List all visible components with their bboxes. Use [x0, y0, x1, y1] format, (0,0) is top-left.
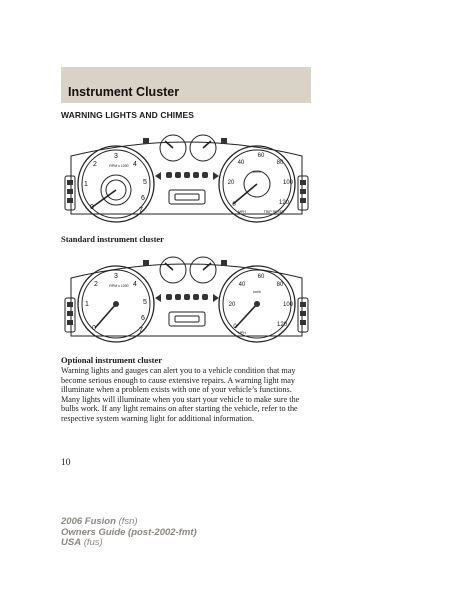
- warning-lamp-icon: [300, 189, 306, 194]
- warning-lamp-icon: [67, 198, 73, 203]
- footer-line-1: [61, 517, 197, 528]
- tach-tick: 0: [90, 204, 94, 211]
- speed-tick: 120: [278, 200, 290, 206]
- odometer-window: [175, 316, 199, 322]
- speed-tick: 40: [238, 282, 246, 288]
- odometer-display: [169, 190, 205, 204]
- tach-tick: 2: [93, 161, 97, 168]
- tach-unit-label: RPM x 1000: [109, 284, 129, 288]
- indicator-icon: [184, 294, 190, 300]
- warning-lamp-icon: [300, 198, 306, 203]
- tach-tick: 0: [92, 325, 96, 332]
- speed-tick: 0: [233, 324, 237, 330]
- footer-model: 2006 Fusion: [61, 516, 116, 527]
- footer-market-code: (fus): [83, 537, 103, 548]
- seatbelt-icon: [221, 260, 227, 266]
- page-title: Instrument Cluster: [68, 85, 180, 99]
- indicator-icon: [202, 172, 208, 178]
- fuel-door-icon: [143, 138, 149, 144]
- indicator-icon: [193, 294, 199, 300]
- footer-market: USA: [61, 537, 82, 548]
- tach-tick: 4: [133, 161, 137, 168]
- warning-lamp-icon: [67, 320, 73, 325]
- tach-tick: 6: [141, 195, 145, 202]
- tach-tick: 6: [141, 315, 145, 322]
- tach-tick: 7: [139, 207, 143, 214]
- footer-line-3: [61, 538, 197, 549]
- speed-unit-label: MPH: [238, 331, 246, 335]
- footer-guide: Owners Guide (post-2002-fmt): [61, 526, 197, 538]
- speed-tick: 100: [282, 302, 294, 308]
- fuel-door-icon: [143, 260, 149, 266]
- tach-tick: 3: [114, 273, 118, 280]
- indicator-icon: [175, 172, 181, 178]
- speedometer-pivot: [254, 301, 260, 307]
- speed-unit-label: MPH: [238, 210, 246, 214]
- body-line: respective system warning light for additional information.: [61, 413, 255, 423]
- indicator-icon: [184, 172, 190, 178]
- body-line: illuminate when a problem exists with one of your vehicle’s functions.: [61, 385, 292, 395]
- tach-tick: 4: [133, 281, 137, 288]
- warning-lamp-icon: [300, 320, 306, 325]
- standard-cluster-diagram: [61, 128, 312, 228]
- optional-cluster-diagram: [61, 250, 312, 350]
- left-turn-signal-icon: [155, 172, 161, 180]
- speed-tick: 120: [276, 322, 288, 328]
- body-line: Many lights will illuminate when you start your vehicle to make sure the: [61, 394, 300, 404]
- speedometer-needle: [233, 184, 257, 204]
- standard-cluster-caption: Standard instrument cluster: [61, 234, 164, 244]
- left-turn-signal-icon: [155, 294, 161, 302]
- warning-lamp-icon: [67, 189, 73, 194]
- body-line: bulbs work. If any light remains on after starting the vehicle, refer to the: [61, 404, 298, 414]
- secondary-unit-label: km/h: [253, 290, 261, 294]
- tach-tick: 5: [143, 179, 147, 186]
- speed-tick: 60: [257, 274, 265, 280]
- indicator-icon: [166, 172, 172, 178]
- warning-lamp-icon: [67, 302, 73, 307]
- optional-cluster-caption: Optional instrument cluster: [61, 355, 163, 365]
- speed-tick: 100: [282, 180, 294, 186]
- tach-tick: 1: [85, 301, 89, 308]
- warning-lamp-icon: [300, 302, 306, 307]
- page-number: 10: [61, 458, 71, 468]
- seatbelt-icon: [221, 138, 227, 144]
- tachometer-pivot: [113, 301, 119, 307]
- tach-unit-label: RPM x 1000: [109, 164, 129, 168]
- odometer-window: [175, 194, 199, 200]
- indicator-icon: [166, 294, 172, 300]
- tach-tick: 5: [143, 299, 147, 306]
- speed-tick: 0: [232, 202, 236, 208]
- body-line: Warning lights and gauges can alert you to a vehicle condition that may: [61, 366, 296, 375]
- tach-tick: 2: [94, 281, 98, 288]
- footer-model-code: (fsn): [118, 516, 138, 527]
- warning-lamp-icon: [300, 180, 306, 185]
- speed-tick: 40: [237, 160, 245, 166]
- tach-tick: 7: [139, 327, 143, 334]
- trip-reset-label: TRIP RESET: [263, 210, 285, 214]
- section-heading: WARNING LIGHTS AND CHIMES: [61, 110, 194, 120]
- tachometer-needle: [95, 304, 116, 328]
- tach-tick: 1: [84, 181, 88, 188]
- speedometer-needle: [235, 304, 257, 328]
- tach-tick: 3: [114, 153, 118, 160]
- speed-tick: 20: [228, 302, 236, 308]
- odometer-display: [169, 312, 205, 326]
- speed-tick: 20: [227, 180, 235, 186]
- footer: [61, 517, 197, 549]
- secondary-unit-label: km/h: [253, 170, 261, 174]
- warning-lamp-icon: [300, 311, 306, 316]
- speed-tick: 80: [276, 160, 284, 166]
- indicator-icon: [193, 172, 199, 178]
- body-line: become serious enough to cause extensive repairs. A warning light may: [61, 375, 295, 385]
- right-turn-signal-icon: [213, 172, 219, 180]
- warning-lamp-icon: [67, 311, 73, 316]
- indicator-icon: [202, 294, 208, 300]
- body-paragraph: [61, 366, 319, 424]
- right-turn-signal-icon: [213, 294, 219, 302]
- indicator-icon: [175, 294, 181, 300]
- warning-lamp-icon: [67, 180, 73, 185]
- speed-tick: 60: [257, 153, 265, 159]
- speed-tick: 80: [276, 282, 284, 288]
